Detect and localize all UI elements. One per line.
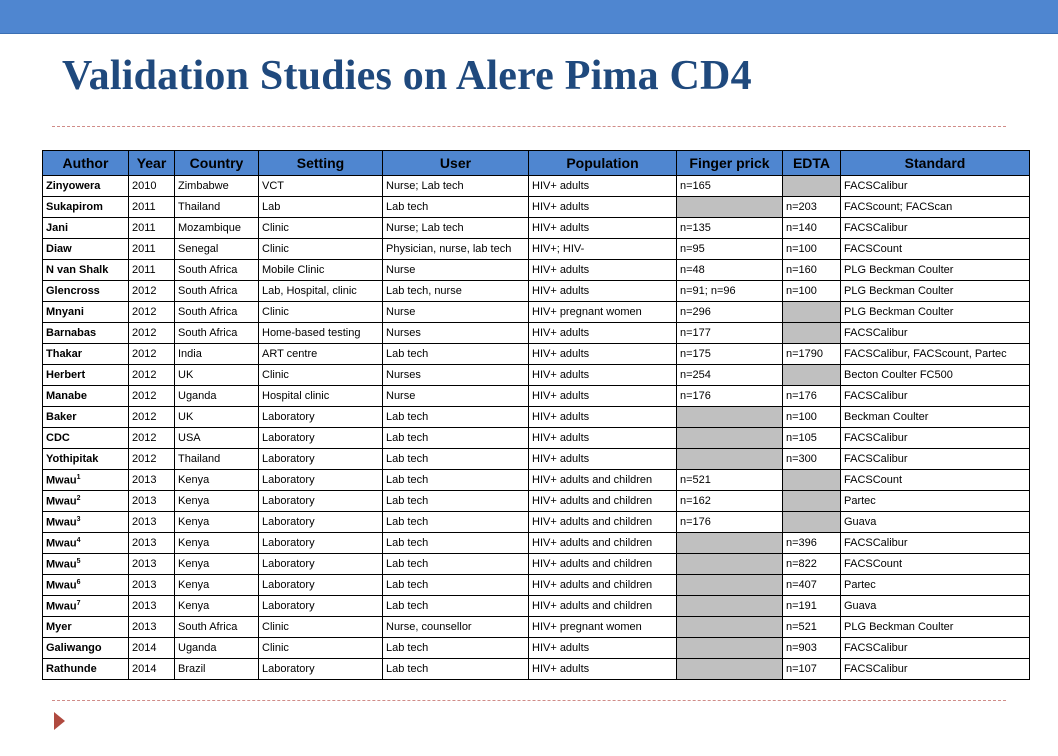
cell-standard: FACSCalibur (841, 659, 1030, 680)
cell-population: HIV+ adults and children (529, 512, 677, 533)
table-row (43, 344, 1030, 365)
bullet-arrow-icon (54, 712, 65, 730)
cell-year: 2012 (129, 407, 175, 428)
header-finger-prick: Finger prick (677, 151, 783, 176)
cell-edta: n=100 (783, 239, 841, 260)
cell-setting: Laboratory (259, 470, 383, 491)
table-row (43, 281, 1030, 302)
header-population: Population (529, 151, 677, 176)
cell-setting: Laboratory (259, 596, 383, 617)
cell-standard: Partec (841, 575, 1030, 596)
cell-edta: n=140 (783, 218, 841, 239)
table-row (43, 533, 1030, 554)
cell-country: UK (175, 407, 259, 428)
cell-edta (783, 176, 841, 197)
cell-setting: Laboratory (259, 407, 383, 428)
cell-year: 2010 (129, 176, 175, 197)
cell-country: Kenya (175, 491, 259, 512)
cell-edta (783, 512, 841, 533)
cell-author (43, 638, 129, 659)
cell-edta: n=521 (783, 617, 841, 638)
cell-author (43, 575, 129, 596)
cell-setting: Lab (259, 197, 383, 218)
cell-edta: n=300 (783, 449, 841, 470)
author-name: Mwau (46, 600, 77, 613)
table-row (43, 491, 1030, 512)
cell-population: HIV+ adults and children (529, 470, 677, 491)
cell-setting: Laboratory (259, 449, 383, 470)
cell-country: South Africa (175, 281, 259, 302)
cell-edta (783, 491, 841, 512)
cell-year: 2012 (129, 428, 175, 449)
cell-finger-prick: n=176 (677, 386, 783, 407)
cell-author (43, 176, 129, 197)
cell-finger-prick (677, 533, 783, 554)
cell-standard: PLG Beckman Coulter (841, 302, 1030, 323)
author-superscript: 3 (76, 515, 81, 523)
cell-year: 2013 (129, 491, 175, 512)
cell-standard: FACSCount (841, 239, 1030, 260)
cell-author (43, 491, 129, 512)
cell-population: HIV+ pregnant women (529, 302, 677, 323)
cell-year: 2013 (129, 575, 175, 596)
cell-country: South Africa (175, 260, 259, 281)
cell-author (43, 197, 129, 218)
cell-population: HIV+ adults (529, 260, 677, 281)
cell-year: 2012 (129, 302, 175, 323)
cell-author (43, 449, 129, 470)
cell-year: 2013 (129, 533, 175, 554)
cell-year: 2012 (129, 344, 175, 365)
cell-standard: FACSCalibur (841, 323, 1030, 344)
cell-user: Lab tech (383, 470, 529, 491)
table-row (43, 407, 1030, 428)
cell-author (43, 470, 129, 491)
cell-country: Thailand (175, 197, 259, 218)
author-name: Thakar (46, 348, 83, 360)
cell-population: HIV+; HIV- (529, 239, 677, 260)
cell-edta: n=822 (783, 554, 841, 575)
cell-setting: Laboratory (259, 554, 383, 575)
author-superscript: 2 (76, 494, 81, 502)
cell-standard: FACSCalibur (841, 533, 1030, 554)
table-row (43, 197, 1030, 218)
cell-finger-prick: n=296 (677, 302, 783, 323)
cell-finger-prick: n=175 (677, 344, 783, 365)
table-row (43, 596, 1030, 617)
author-name: Galiwango (46, 642, 102, 654)
cell-year: 2013 (129, 470, 175, 491)
cell-setting: Clinic (259, 617, 383, 638)
author-superscript: 1 (76, 473, 81, 481)
cell-country: Kenya (175, 554, 259, 575)
cell-finger-prick (677, 449, 783, 470)
cell-edta (783, 470, 841, 491)
cell-setting: Clinic (259, 218, 383, 239)
table-row (43, 365, 1030, 386)
author-name: Herbert (46, 369, 86, 381)
cell-user: Lab tech (383, 575, 529, 596)
cell-user: Lab tech (383, 554, 529, 575)
cell-year: 2013 (129, 512, 175, 533)
cell-standard: FACSCalibur, FACScount, Partec (841, 344, 1030, 365)
table-row (43, 302, 1030, 323)
cell-finger-prick (677, 428, 783, 449)
cell-year: 2011 (129, 260, 175, 281)
cell-country: Uganda (175, 638, 259, 659)
cell-finger-prick: n=162 (677, 491, 783, 512)
table-row (43, 638, 1030, 659)
cell-standard: FACScount; FACScan (841, 197, 1030, 218)
cell-year: 2013 (129, 617, 175, 638)
author-name: Barnabas (46, 327, 97, 339)
bottom-divider (52, 700, 1006, 701)
cell-country: Kenya (175, 575, 259, 596)
cell-setting: Clinic (259, 365, 383, 386)
table-row (43, 176, 1030, 197)
cell-edta (783, 365, 841, 386)
table-row (43, 512, 1030, 533)
cell-finger-prick (677, 197, 783, 218)
header-user: User (383, 151, 529, 176)
cell-author (43, 323, 129, 344)
cell-setting: ART centre (259, 344, 383, 365)
cell-user: Nurses (383, 323, 529, 344)
cell-user: Lab tech (383, 596, 529, 617)
cell-population: HIV+ adults and children (529, 491, 677, 512)
cell-setting: Clinic (259, 302, 383, 323)
author-name: Myer (46, 621, 72, 633)
cell-author (43, 239, 129, 260)
table-row (43, 617, 1030, 638)
cell-country: Zimbabwe (175, 176, 259, 197)
cell-user: Nurse (383, 302, 529, 323)
cell-population: HIV+ adults (529, 281, 677, 302)
cell-user: Nurse, counsellor (383, 617, 529, 638)
author-name: Sukapirom (46, 201, 103, 213)
cell-country: Kenya (175, 512, 259, 533)
cell-author (43, 218, 129, 239)
cell-setting: Laboratory (259, 428, 383, 449)
author-name: Zinyowera (46, 180, 101, 192)
cell-author (43, 260, 129, 281)
top-divider (52, 126, 1006, 127)
cell-setting: Hospital clinic (259, 386, 383, 407)
cell-year: 2014 (129, 638, 175, 659)
author-name: Mwau (46, 474, 77, 487)
cell-standard: FACSCalibur (841, 218, 1030, 239)
cell-country: USA (175, 428, 259, 449)
cell-setting: Clinic (259, 239, 383, 260)
cell-user: Lab tech (383, 659, 529, 680)
cell-country: Kenya (175, 533, 259, 554)
cell-population: HIV+ adults (529, 365, 677, 386)
author-name: Diaw (46, 243, 72, 255)
cell-author (43, 344, 129, 365)
table-row (43, 239, 1030, 260)
cell-country: Kenya (175, 596, 259, 617)
cell-edta (783, 302, 841, 323)
author-superscript: 7 (76, 599, 81, 607)
cell-setting: Lab, Hospital, clinic (259, 281, 383, 302)
cell-population: HIV+ pregnant women (529, 617, 677, 638)
cell-edta: n=100 (783, 281, 841, 302)
table-row (43, 323, 1030, 344)
cell-edta: n=903 (783, 638, 841, 659)
cell-standard: PLG Beckman Coulter (841, 617, 1030, 638)
cell-population: HIV+ adults (529, 449, 677, 470)
cell-standard: FACSCalibur (841, 428, 1030, 449)
cell-author (43, 386, 129, 407)
header-edta: EDTA (783, 151, 841, 176)
cell-edta: n=1790 (783, 344, 841, 365)
cell-finger-prick: n=254 (677, 365, 783, 386)
cell-edta: n=100 (783, 407, 841, 428)
cell-edta: n=160 (783, 260, 841, 281)
table-row (43, 554, 1030, 575)
cell-year: 2012 (129, 323, 175, 344)
cell-author (43, 659, 129, 680)
cell-standard: Becton Coulter FC500 (841, 365, 1030, 386)
header-standard: Standard (841, 151, 1030, 176)
cell-population: HIV+ adults (529, 218, 677, 239)
cell-population: HIV+ adults and children (529, 596, 677, 617)
cell-year: 2011 (129, 197, 175, 218)
cell-country: India (175, 344, 259, 365)
cell-user: Nurses (383, 365, 529, 386)
author-name: CDC (46, 432, 70, 444)
cell-author (43, 407, 129, 428)
cell-setting: Laboratory (259, 491, 383, 512)
slide-title: Validation Studies on Alere Pima CD4 (62, 53, 752, 99)
cell-country: UK (175, 365, 259, 386)
cell-setting: Laboratory (259, 659, 383, 680)
table-row (43, 428, 1030, 449)
author-name: Manabe (46, 390, 87, 402)
cell-user: Nurse (383, 260, 529, 281)
cell-user: Lab tech (383, 533, 529, 554)
cell-user: Lab tech (383, 491, 529, 512)
cell-standard: PLG Beckman Coulter (841, 260, 1030, 281)
cell-country: Uganda (175, 386, 259, 407)
table-row (43, 260, 1030, 281)
cell-edta: n=105 (783, 428, 841, 449)
header-setting: Setting (259, 151, 383, 176)
cell-user: Lab tech (383, 638, 529, 659)
table-row (43, 659, 1030, 680)
cell-year: 2014 (129, 659, 175, 680)
cell-author (43, 533, 129, 554)
cell-finger-prick: n=48 (677, 260, 783, 281)
author-name: Mwau (46, 579, 77, 592)
cell-standard: Guava (841, 512, 1030, 533)
cell-year: 2012 (129, 449, 175, 470)
cell-finger-prick: n=165 (677, 176, 783, 197)
cell-standard: PLG Beckman Coulter (841, 281, 1030, 302)
cell-year: 2012 (129, 365, 175, 386)
cell-setting: Laboratory (259, 533, 383, 554)
top-banner (0, 0, 1058, 34)
cell-population: HIV+ adults (529, 428, 677, 449)
cell-setting: Laboratory (259, 512, 383, 533)
cell-author (43, 617, 129, 638)
cell-population: HIV+ adults (529, 323, 677, 344)
cell-user: Lab tech (383, 449, 529, 470)
cell-standard: FACSCalibur (841, 176, 1030, 197)
cell-population: HIV+ adults (529, 176, 677, 197)
cell-country: South Africa (175, 302, 259, 323)
table-header-row (43, 151, 1030, 176)
cell-user: Nurse; Lab tech (383, 176, 529, 197)
author-name: Glencross (46, 285, 100, 297)
cell-finger-prick (677, 617, 783, 638)
author-superscript: 6 (76, 578, 81, 586)
cell-standard: FACSCalibur (841, 638, 1030, 659)
table-row (43, 218, 1030, 239)
cell-user: Lab tech (383, 428, 529, 449)
cell-edta: n=191 (783, 596, 841, 617)
cell-finger-prick: n=176 (677, 512, 783, 533)
cell-year: 2011 (129, 218, 175, 239)
cell-setting: Laboratory (259, 575, 383, 596)
cell-finger-prick: n=521 (677, 470, 783, 491)
author-name: Mwau (46, 537, 77, 550)
cell-standard: Beckman Coulter (841, 407, 1030, 428)
cell-setting: Mobile Clinic (259, 260, 383, 281)
cell-year: 2013 (129, 554, 175, 575)
cell-finger-prick (677, 659, 783, 680)
table-body (43, 176, 1030, 680)
author-name: Baker (46, 411, 77, 423)
cell-author (43, 596, 129, 617)
cell-standard: Guava (841, 596, 1030, 617)
author-name: Mwau (46, 516, 77, 529)
cell-user: Nurse (383, 386, 529, 407)
cell-edta: n=203 (783, 197, 841, 218)
cell-country: Kenya (175, 470, 259, 491)
cell-year: 2013 (129, 596, 175, 617)
cell-standard: FACSCalibur (841, 386, 1030, 407)
cell-setting: VCT (259, 176, 383, 197)
cell-population: HIV+ adults (529, 659, 677, 680)
cell-finger-prick (677, 638, 783, 659)
author-name: Mwau (46, 495, 77, 508)
table-row (43, 386, 1030, 407)
cell-country: Thailand (175, 449, 259, 470)
cell-finger-prick (677, 575, 783, 596)
cell-finger-prick: n=177 (677, 323, 783, 344)
header-author: Author (43, 151, 129, 176)
cell-edta (783, 323, 841, 344)
author-superscript: 4 (76, 536, 81, 544)
cell-setting: Clinic (259, 638, 383, 659)
cell-user: Lab tech (383, 344, 529, 365)
cell-finger-prick: n=91; n=96 (677, 281, 783, 302)
cell-author (43, 554, 129, 575)
cell-edta: n=107 (783, 659, 841, 680)
author-name: N van Shalk (46, 264, 109, 276)
cell-finger-prick (677, 554, 783, 575)
author-name: Mnyani (46, 306, 84, 318)
cell-population: HIV+ adults (529, 638, 677, 659)
table-row (43, 449, 1030, 470)
author-superscript: 5 (76, 557, 81, 565)
cell-edta: n=176 (783, 386, 841, 407)
cell-finger-prick (677, 596, 783, 617)
cell-edta: n=396 (783, 533, 841, 554)
cell-year: 2012 (129, 386, 175, 407)
table-row (43, 470, 1030, 491)
cell-population: HIV+ adults (529, 344, 677, 365)
cell-standard: FACSCount (841, 470, 1030, 491)
cell-country: South Africa (175, 617, 259, 638)
cell-population: HIV+ adults (529, 197, 677, 218)
cell-edta: n=407 (783, 575, 841, 596)
cell-setting: Home-based testing (259, 323, 383, 344)
cell-standard: FACSCalibur (841, 449, 1030, 470)
cell-user: Physician, nurse, lab tech (383, 239, 529, 260)
header-country: Country (175, 151, 259, 176)
cell-year: 2011 (129, 239, 175, 260)
cell-user: Lab tech (383, 407, 529, 428)
cell-author (43, 428, 129, 449)
cell-user: Nurse; Lab tech (383, 218, 529, 239)
cell-standard: Partec (841, 491, 1030, 512)
cell-standard: FACSCount (841, 554, 1030, 575)
cell-author (43, 512, 129, 533)
cell-country: Mozambique (175, 218, 259, 239)
cell-finger-prick (677, 407, 783, 428)
author-name: Rathunde (46, 663, 97, 675)
author-name: Yothipitak (46, 453, 99, 465)
validation-studies-table (42, 150, 1030, 680)
cell-author (43, 281, 129, 302)
cell-year: 2012 (129, 281, 175, 302)
cell-user: Lab tech (383, 197, 529, 218)
table-row (43, 575, 1030, 596)
cell-population: HIV+ adults and children (529, 533, 677, 554)
cell-country: South Africa (175, 323, 259, 344)
cell-user: Lab tech, nurse (383, 281, 529, 302)
cell-finger-prick: n=95 (677, 239, 783, 260)
cell-population: HIV+ adults (529, 407, 677, 428)
cell-population: HIV+ adults and children (529, 554, 677, 575)
cell-country: Brazil (175, 659, 259, 680)
cell-population: HIV+ adults and children (529, 575, 677, 596)
cell-user: Lab tech (383, 512, 529, 533)
author-name: Jani (46, 222, 69, 234)
cell-population: HIV+ adults (529, 386, 677, 407)
cell-author (43, 365, 129, 386)
cell-country: Senegal (175, 239, 259, 260)
header-year: Year (129, 151, 175, 176)
cell-finger-prick: n=135 (677, 218, 783, 239)
cell-author (43, 302, 129, 323)
author-name: Mwau (46, 558, 77, 571)
